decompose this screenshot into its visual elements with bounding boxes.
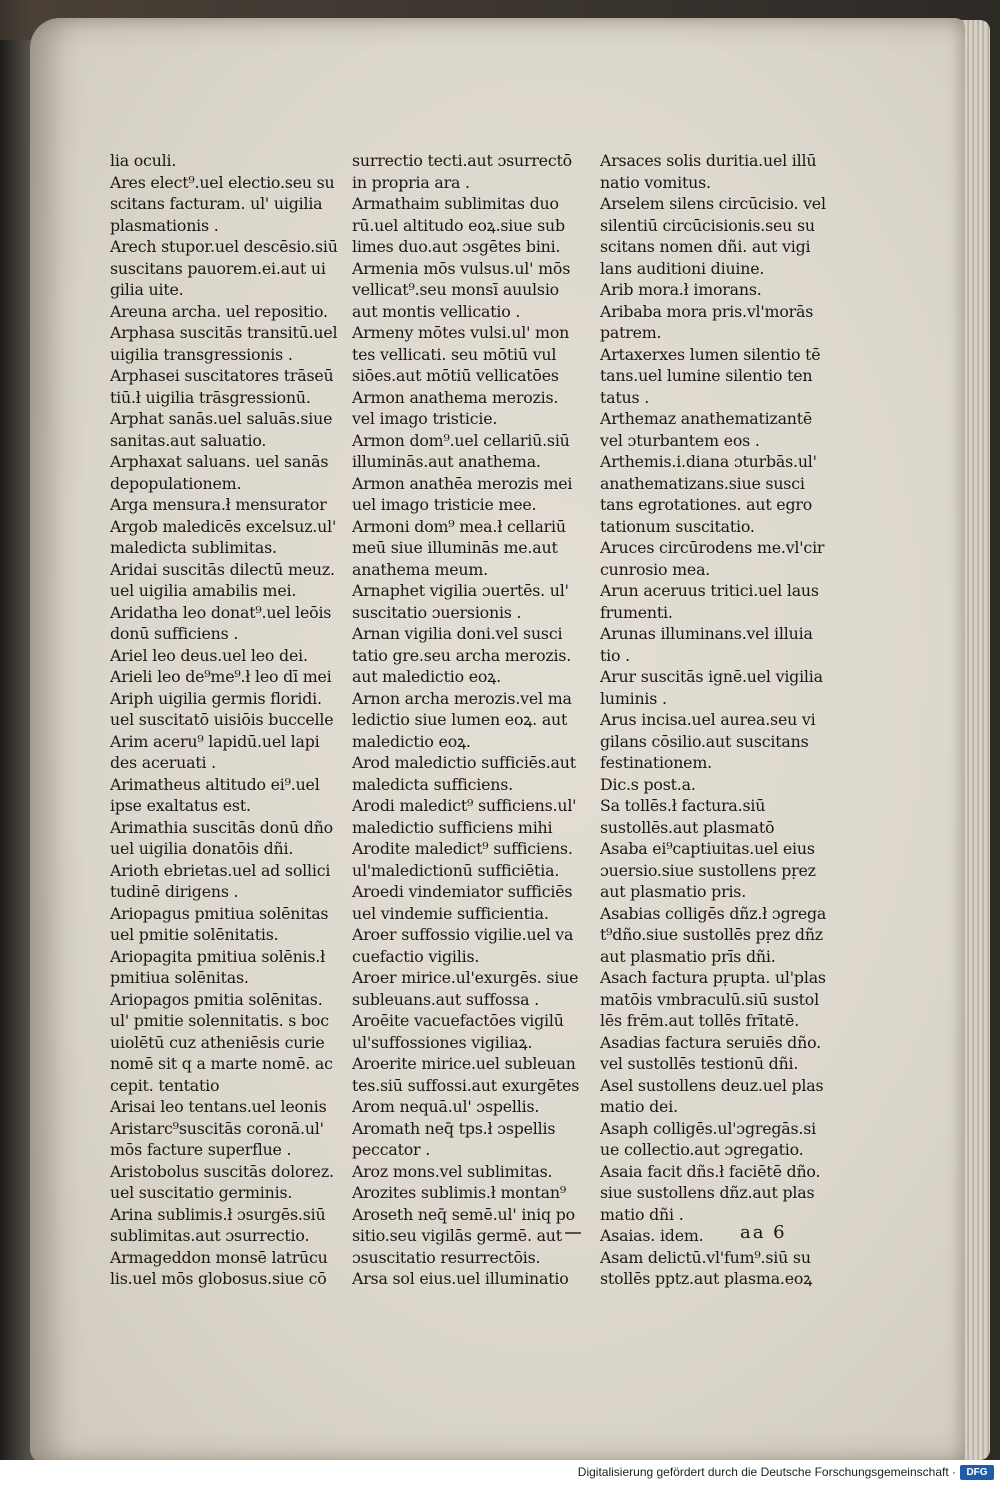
text-line: scitans facturam. ul' uigilia — [110, 194, 323, 213]
text-line: Aroz mons.vel sublimitas. — [352, 1161, 553, 1181]
text-line: donū sufficiens . — [110, 624, 239, 643]
text-line: Asam delictū.vl'fum⁹.siū su — [600, 1247, 811, 1267]
text-line: Ares elect⁹.uel electio.seu su — [110, 172, 335, 192]
text-line: Ariel leo deus.uel leo dei. — [110, 645, 308, 665]
text-line: Arim aceru⁹ lapidū.uel lapi — [110, 731, 320, 751]
text-line: Arnan vigilia doni.vel susci — [352, 624, 563, 643]
text-line: Arib mora.ł imorans. — [600, 280, 762, 299]
text-line: Aroer suffossio vigilie.uel va — [352, 925, 574, 944]
text-line: aut maledictio eoꝝ. — [352, 667, 501, 686]
text-line: Arina sublimis.ł ɔsurgēs.siū — [110, 1204, 326, 1224]
text-line: Aroer mirice.ul'exurgēs. siue — [352, 968, 579, 987]
text-line: in propria ara . — [352, 172, 470, 192]
text-line: Aruces circūrodens me.vl'cir — [600, 538, 825, 557]
text-line: silentiū circūcisionis.seu su — [600, 215, 815, 235]
text-line: Arphaxat saluans. uel sanās — [110, 452, 329, 471]
text-line: Artaxerxes lumen silentio tē — [600, 344, 821, 364]
signature-mark: aa 6 — [740, 1222, 787, 1243]
text-line: ledictio siue lumen eoꝝ. aut — [352, 710, 568, 729]
text-line: uel pmitie solēnitatis. — [110, 925, 279, 944]
text-line: uel suscitatō uisiōis buccelle — [110, 710, 334, 729]
text-line: Asadias factura seruiēs dño. — [600, 1032, 821, 1052]
text-line: patrem. — [600, 323, 662, 342]
text-line: tans egrotationes. aut egro — [600, 495, 813, 514]
text-line: Arnaphet vigilia ɔuertēs. ul' — [352, 581, 569, 600]
text-line: Arom nequā.ul' ɔspellis. — [352, 1097, 540, 1116]
text-line: tes vellicati. seu mōtiū vul — [352, 344, 557, 364]
text-line: Arodi maledict⁹ sufficiens.ul' — [352, 796, 577, 815]
text-line: Aroseth neq̄ semē.ul' iniq po — [352, 1204, 575, 1224]
text-line: Asaph colligēs.ul'ɔgregās.si — [600, 1118, 816, 1138]
text-line: matōis vmbraculū.siū sustol — [600, 989, 819, 1009]
text-line: Asaias. idem. — [600, 1226, 704, 1245]
text-line: Aribaba mora pris.vl'morās — [600, 301, 814, 321]
text-line: cunrosio mea. — [600, 559, 711, 579]
text-line: ue collectio.aut ɔgregatio. — [600, 1140, 804, 1159]
text-line: tes.siū suffossi.aut exurgētes — [352, 1075, 580, 1095]
text-line: Ariopagos pmitia solēnitas. — [110, 989, 323, 1009]
text-line: vel sustollēs testionū dñi. — [600, 1054, 799, 1073]
text-line: scitans nomen dñi. aut vigi — [600, 237, 811, 256]
text-line: Dic.s post.a. — [600, 774, 696, 794]
text-line: suscitatio ɔuersionis . — [352, 602, 522, 622]
text-line: siue sustollens dñz.aut plas — [600, 1183, 815, 1202]
text-line: Ariph uigilia germis floridi. — [110, 688, 322, 708]
text-line: cepit. tentatio — [110, 1075, 220, 1095]
text-line: Arsa sol eius.uel illuminatio — [352, 1269, 569, 1288]
text-line: Arselem silens circūcisio. vel — [600, 194, 826, 213]
text-line: limes duo.aut ɔsgētes bini. — [352, 237, 561, 256]
text-line: Aridai suscitās dilectū meuz. — [110, 559, 335, 579]
text-line: Ariopagita pmitiua solēnis.ł — [110, 946, 326, 966]
text-line: ul'suffossiones vigiliaꝝ. — [352, 1032, 533, 1052]
text-line: lia oculi. — [110, 151, 177, 170]
text-line: Asel sustollens deuz.uel plas — [600, 1075, 824, 1095]
text-line: Arod maledictio sufficiēs.aut — [352, 753, 576, 772]
text-line: tudinē dirigens . — [110, 882, 239, 901]
text-line: ɔsuscitatio resurrectōis. — [352, 1247, 541, 1267]
text-line: Arnon archa merozis.vel ma — [352, 688, 572, 708]
text-line: maledictio eoꝝ. — [352, 731, 471, 751]
text-line: maledicta sublimitas. — [110, 538, 277, 557]
text-line: sanitas.aut saluatio. — [110, 430, 267, 450]
text-line: maledicta sufficiens. — [352, 774, 513, 794]
text-line: tio . — [600, 645, 630, 665]
text-line: Arodite maledict⁹ sufficiens. — [352, 839, 573, 858]
text-line: vel ɔturbantem eos . — [600, 430, 760, 450]
text-line: Asach factura pṛupta. ul'plas — [600, 968, 826, 987]
text-line: matio dñi . — [600, 1204, 684, 1224]
text-line: Arech stupor.uel descēsio.siū — [110, 237, 338, 256]
text-line: Aristobolus suscitās dolorez. — [110, 1161, 334, 1181]
text-line: Aroerite mirice.uel subleuan — [352, 1054, 576, 1073]
text-line: Arphat sanās.uel saluās.siue — [110, 409, 333, 428]
text-line: tatus . — [600, 387, 650, 407]
text-line: Armageddon monsē latrūcu — [110, 1247, 328, 1267]
text-line: tationum suscitatio. — [600, 516, 755, 536]
text-line: aut plasmatio pris. — [600, 882, 747, 901]
text-line: festinationem. — [600, 753, 712, 772]
text-line: Aridatha leo donat⁹.uel leōis — [110, 602, 332, 622]
text-line: uel uigilia amabilis mei. — [110, 581, 297, 600]
text-line: Arisai leo tentans.uel leonis — [110, 1097, 327, 1116]
text-line: meū siue illuminās me.aut — [352, 538, 558, 557]
text-column-3 — [600, 150, 845, 1290]
text-line: vellicat⁹.seu monsī auulsio — [352, 280, 559, 299]
text-line: cuefactio vigilis. — [352, 946, 480, 966]
text-line: peccator . — [352, 1140, 431, 1159]
text-line: anathematizans.siue susci — [600, 473, 805, 493]
text-line: gilans cōsilio.aut suscitans — [600, 731, 809, 751]
text-line: Armenia mōs vulsus.ul' mōs — [352, 258, 571, 278]
text-line: ɔuersio.siue sustollens pṛez — [600, 860, 816, 880]
text-line: lans auditioni diuine. — [600, 258, 765, 278]
text-line: Arga mensura.ł mensurator — [110, 495, 327, 514]
text-line: suscitans pauorem.ei.aut ui — [110, 258, 326, 278]
text-line: Arthemis.i.diana ɔturbās.ul' — [600, 452, 817, 471]
text-line: des aceruati . — [110, 753, 216, 772]
text-line: siōes.aut mōtiū vellicatōes — [352, 366, 559, 385]
text-line: ul' pmitie solennitatis. s boc — [110, 1011, 329, 1030]
text-line: nomē sit q a marte nomē. ac — [110, 1054, 333, 1073]
text-line: Arimatheus altitudo ei⁹.uel — [110, 774, 320, 794]
digitization-footer — [0, 1460, 1000, 1486]
printer-mark — [565, 1232, 581, 1234]
text-line: Asaia facit dñs.ł faciētē dño. — [600, 1161, 821, 1181]
text-line: Armoni dom⁹ mea.ł cellariū — [352, 516, 566, 536]
text-line: aut plasmatio prīs dñi. — [600, 946, 776, 966]
text-line: Aroēite vacuefactōes vigilū — [352, 1011, 564, 1030]
text-line: matio dei. — [600, 1097, 678, 1116]
text-line: sitio.seu vigilās germē. aut — [352, 1226, 562, 1245]
text-line: subleuans.aut suffossa . — [352, 989, 540, 1009]
text-line: aut montis vellicatio . — [352, 301, 521, 321]
text-line: Sa tollēs.ł factura.siū — [600, 796, 766, 815]
text-line: Armon dom⁹.uel cellariū.siū — [352, 430, 570, 450]
text-line: Arthemaz anathematizantē — [600, 409, 813, 428]
text-line: maledictio sufficiens mihi — [352, 817, 553, 837]
text-line: uel imago tristicie mee. — [352, 495, 537, 514]
text-line: Arozites sublimis.ł montan⁹ — [352, 1183, 567, 1202]
text-line: Arus incisa.uel aurea.seu vi — [600, 710, 816, 729]
text-line: tans.uel lumine silentio ten — [600, 366, 813, 385]
text-line: Armeny mōtes vulsi.ul' mon — [352, 323, 570, 342]
text-line: Armon anathēa merozis mei — [352, 473, 573, 493]
text-line: Asabias colligēs dñz.ł ɔgrega — [600, 903, 827, 923]
text-line: mōs facture superflue . — [110, 1140, 292, 1159]
text-line: Arun aceruus tritici.uel laus — [600, 581, 819, 600]
text-line: Asaba ei⁹captiuitas.uel eius — [600, 839, 815, 858]
text-line: Armon anathema merozis. — [352, 387, 559, 407]
text-line: anathema meum. — [352, 559, 489, 579]
text-line: sustollēs.aut plasmatō — [600, 817, 775, 837]
text-line: Arur suscitās ignē.uel vigilia — [600, 667, 823, 686]
text-line: uel suscitatio germinis. — [110, 1183, 293, 1202]
text-line: frumenti. — [600, 602, 673, 622]
text-line: plasmationis . — [110, 215, 219, 235]
text-line: Arunas illuminans.vel illuia — [600, 624, 813, 643]
text-line: depopulationem. — [110, 473, 242, 493]
text-line: natio vomitus. — [600, 172, 711, 192]
text-line: stollēs pptz.aut plasma.eoꝝ — [600, 1269, 813, 1288]
text-line: vel imago tristicie. — [352, 409, 498, 428]
footer-credit: Digitalisierung gefördert durch die Deutsche Forschungsgemeinschaft · — [577, 1465, 956, 1479]
text-line: Aristarc⁹suscitās coronā.ul' — [110, 1118, 324, 1138]
text-line: tiū.ł uigilia trāsgressionū. — [110, 387, 311, 407]
text-line: ipse exaltatus est. — [110, 796, 251, 815]
text-line: illuminās.aut anathema. — [352, 452, 541, 471]
text-line: uiolētū cuz atheniēsis curie — [110, 1032, 325, 1052]
text-line: t⁹dño.siue sustollēs pṛez dñz — [600, 925, 823, 944]
text-line: tatio gre.seu archa merozis. — [352, 645, 572, 665]
text-line: Arphasei suscitatores trāseū — [110, 366, 334, 385]
text-line: luminis . — [600, 688, 667, 708]
text-line: rū.uel altitudo eoꝝ.siue sub — [352, 215, 565, 235]
text-line: Argob maledicēs excelsuz.ul' — [110, 516, 337, 536]
text-line: Arieli leo de⁹me⁹.ł leo dī mei — [110, 667, 332, 686]
text-line: surrectio tecti.aut ɔsurrectō — [352, 151, 572, 170]
text-line: sublimitas.aut ɔsurrectio. — [110, 1226, 310, 1245]
text-line: uel vindemie sufficientia. — [352, 903, 549, 923]
text-column-1 — [110, 150, 350, 1290]
text-line: lis.uel mōs globosus.siue cō — [110, 1269, 327, 1288]
text-line: Arsaces solis duritia.uel illū — [600, 151, 817, 170]
text-line: lēs frēm.aut tollēs frītatē. — [600, 1011, 800, 1030]
text-line: Areuna archa. uel repositio. — [110, 301, 328, 321]
text-line: Armathaim sublimitas duo — [352, 194, 559, 213]
text-line: Arioth ebrietas.uel ad sollici — [110, 860, 331, 880]
text-column-2 — [352, 150, 597, 1290]
text-line: ul'maledictionū sufficiētia. — [352, 860, 560, 880]
text-line: Arphasa suscitās transitū.uel — [110, 323, 338, 342]
text-line: Arimathia suscitās donū dño — [110, 817, 333, 837]
text-line: pmitiua solēnitas. — [110, 968, 249, 987]
text-line: gilia uite. — [110, 280, 184, 299]
text-line: Ariopagus pmitiua solēnitas — [110, 903, 329, 923]
text-line: Aroedi vindemiator sufficiēs — [352, 882, 573, 901]
text-line: Aromath neq̄ tps.ł ɔspellis — [352, 1118, 556, 1138]
text-line: uigilia transgressionis . — [110, 344, 293, 364]
dfg-logo: DFG — [960, 1465, 994, 1480]
text-line: uel uigilia donatōis dñi. — [110, 839, 294, 858]
